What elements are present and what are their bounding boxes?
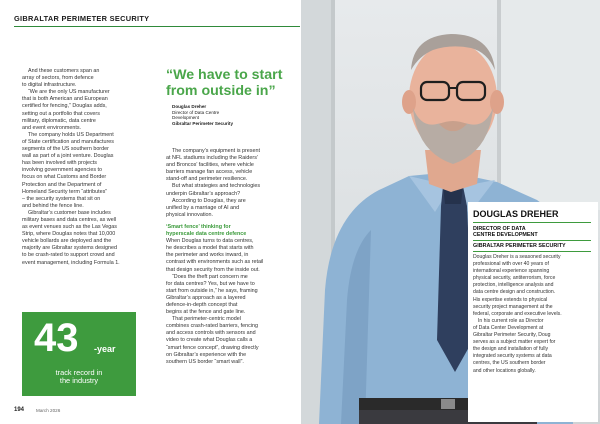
profile-title-line: DIRECTOR OF DATA — [473, 226, 526, 232]
profile-company: GIBRALTAR PERIMETER SECURITY — [473, 243, 566, 249]
bio-line: physical security, antiterrorism, force — [473, 275, 556, 282]
body-line: certified for fencing,” Douglas adds, — [22, 103, 107, 110]
quote-author-role: Development — [172, 115, 200, 121]
profile-divider — [473, 240, 591, 241]
body-line: wall as part of a joint venture. Douglas — [22, 153, 114, 160]
issue-date: March 2026 — [36, 408, 61, 413]
body-line: Homeland Security term “attributes” — [22, 188, 108, 195]
body-line: has been involved with projects — [22, 160, 97, 167]
section-subhead: hyperscale data centre defence — [166, 231, 247, 238]
body-line: unified by a marriage of AI and — [166, 204, 240, 211]
bio-line: protection, intelligence analysis and — [473, 282, 554, 289]
body-line: for data centres? Yes, but we have to — [166, 280, 255, 287]
body-line: video to create what Douglas calls a — [166, 337, 253, 344]
bio-line: integrated security systems at data — [473, 353, 552, 360]
bio-line: Douglas Dreher is a seasoned security — [473, 254, 561, 260]
stat-number: 43 — [34, 316, 79, 360]
profile-divider — [473, 222, 591, 223]
body-line: of State certification and manufactures — [22, 138, 114, 145]
body-line: That perimeter-centric model — [172, 316, 241, 323]
body-line: When Douglas turns to data centres, — [166, 238, 254, 245]
body-line: barriers manage fan access, vehicle — [166, 169, 253, 176]
bio-line: federal, corporate and executive levels. — [473, 310, 562, 317]
body-line: physical innovation. — [166, 211, 214, 218]
page-number: 194 — [14, 407, 25, 413]
body-line: focus on what Customs and Border — [22, 174, 107, 181]
body-line: and Broncos’ facilities, where vehicle — [166, 162, 254, 169]
body-line: combines crash-rated barriers, fencing — [166, 323, 258, 330]
bio-line: centres, the US southern border — [473, 360, 546, 367]
body-line: southern US border “smart wall”. — [166, 358, 244, 365]
quote-author-name: Douglas Dreher — [172, 104, 207, 109]
body-line: and access controls with sensors and — [166, 330, 256, 337]
profile-bio — [473, 254, 594, 375]
body-line: as event venues such as the Las Vegas — [22, 224, 117, 231]
body-line: to digital infrastructure. — [22, 82, 77, 89]
body-line: at NFL stadiums including the Raiders’ — [166, 155, 259, 162]
body-line: setting out a portfolio that covers — [22, 110, 100, 117]
bio-line: Gibraltar Perimeter Security, Doug — [473, 332, 551, 339]
header-rule — [14, 26, 300, 27]
bio-line: data centre design and construction. — [473, 289, 556, 296]
body-line: and behind the fence line. — [22, 202, 84, 209]
bio-line: In his current role as Director — [478, 317, 544, 324]
body-line: Gibraltar’s customer base includes — [28, 209, 111, 216]
stat-callout — [22, 312, 136, 396]
profile-title — [473, 226, 591, 239]
bio-line: and other locations globally. — [473, 367, 536, 374]
body-line: The company’s equipment is present — [172, 148, 260, 154]
body-line: contrast with environments such as retail — [166, 259, 264, 266]
body-line: start from outside in,” he says, framing — [166, 287, 258, 294]
body-line: he describes a model that starts with — [166, 245, 254, 252]
belt-buckle — [441, 399, 455, 409]
body-line: Protection and the Department of — [22, 181, 102, 188]
body-line: majority are Gibraltar systems designed — [22, 245, 117, 252]
body-line: underpin Gibraltar’s approach? — [166, 190, 241, 197]
body-line: The company holds US Department — [28, 131, 114, 138]
bio-line: professional with over 40 years of — [473, 261, 549, 268]
body-column-2 — [166, 148, 294, 366]
body-line: “smart fence concept”, drawing directly — [166, 344, 259, 351]
profile-divider — [473, 251, 591, 252]
body-line: event management, including Formula 1. — [22, 259, 120, 266]
pull-quote: “We have to start from outside in” — [166, 67, 283, 99]
stat-caption-line: the industry — [59, 376, 99, 386]
profile-name: DOUGLAS DREHER — [473, 209, 559, 219]
bio-line: of Data Center Development at — [473, 324, 544, 331]
body-line: But what strategies and technologies — [172, 183, 261, 190]
profile-card — [468, 202, 598, 422]
body-column-1 — [22, 68, 134, 267]
stat-caption — [22, 369, 136, 386]
body-line: According to Douglas, they are — [172, 197, 246, 204]
profile-title-line: CENTRE DEVELOPMENT — [473, 232, 538, 239]
quote-author-company: Gibraltar Perimeter Security — [172, 120, 234, 126]
body-line: begins at the fence and gate line. — [166, 309, 246, 316]
body-line: that design security from the inside out. — [166, 266, 260, 273]
pull-quote-attribution — [172, 104, 292, 126]
body-line: military, diplomatic, data centre — [22, 117, 96, 124]
body-line: array of sectors, from defence — [22, 75, 94, 82]
body-line: Strip, where Douglas notes that 10,000 — [22, 231, 116, 238]
quote-author-role: Director of Data Centre — [172, 109, 220, 115]
bio-line: serves as a subject matter expert for — [473, 339, 556, 346]
body-line: the perimeter and works inward, in — [166, 252, 249, 259]
bio-line: the design and installation of fully — [473, 346, 549, 353]
stat-caption-line: track record in — [55, 368, 103, 377]
body-line: “We are the only US manufacturer — [28, 89, 110, 96]
body-line: segments of the US southern border — [22, 146, 109, 153]
body-line: stand-off and perimeter resilience. — [166, 176, 248, 183]
body-line: Gibraltar’s approach as a layered — [166, 294, 246, 301]
body-line: involving government agencies to — [22, 167, 103, 174]
body-line: that is both American and European — [22, 96, 108, 103]
body-line: to be crash-rated to support crowd and — [22, 252, 115, 259]
body-line: military bases and data centres, as well — [22, 216, 117, 223]
background-window — [501, 0, 600, 210]
bio-line: His expertise extends to physical — [473, 296, 548, 303]
bio-line: international experience spanning — [473, 268, 550, 275]
body-line: And these customers span an — [28, 68, 100, 74]
section-subhead: ‘Smart fence’ thinking for — [166, 223, 231, 230]
body-line: vehicle bollards are deployed and the — [22, 238, 112, 245]
stat-unit: -year — [94, 344, 116, 354]
body-line: – the security systems that sit on — [22, 195, 101, 202]
running-head: GIBRALTAR PERIMETER SECURITY — [14, 14, 150, 23]
body-line: “Does the theft part concern me — [172, 273, 248, 280]
bio-line: security project management at the — [473, 303, 553, 310]
body-line: and event environments. — [22, 124, 82, 131]
body-line: defence-in-depth concept that — [166, 301, 238, 308]
body-line: on Gibraltar’s experience with the — [166, 351, 247, 358]
